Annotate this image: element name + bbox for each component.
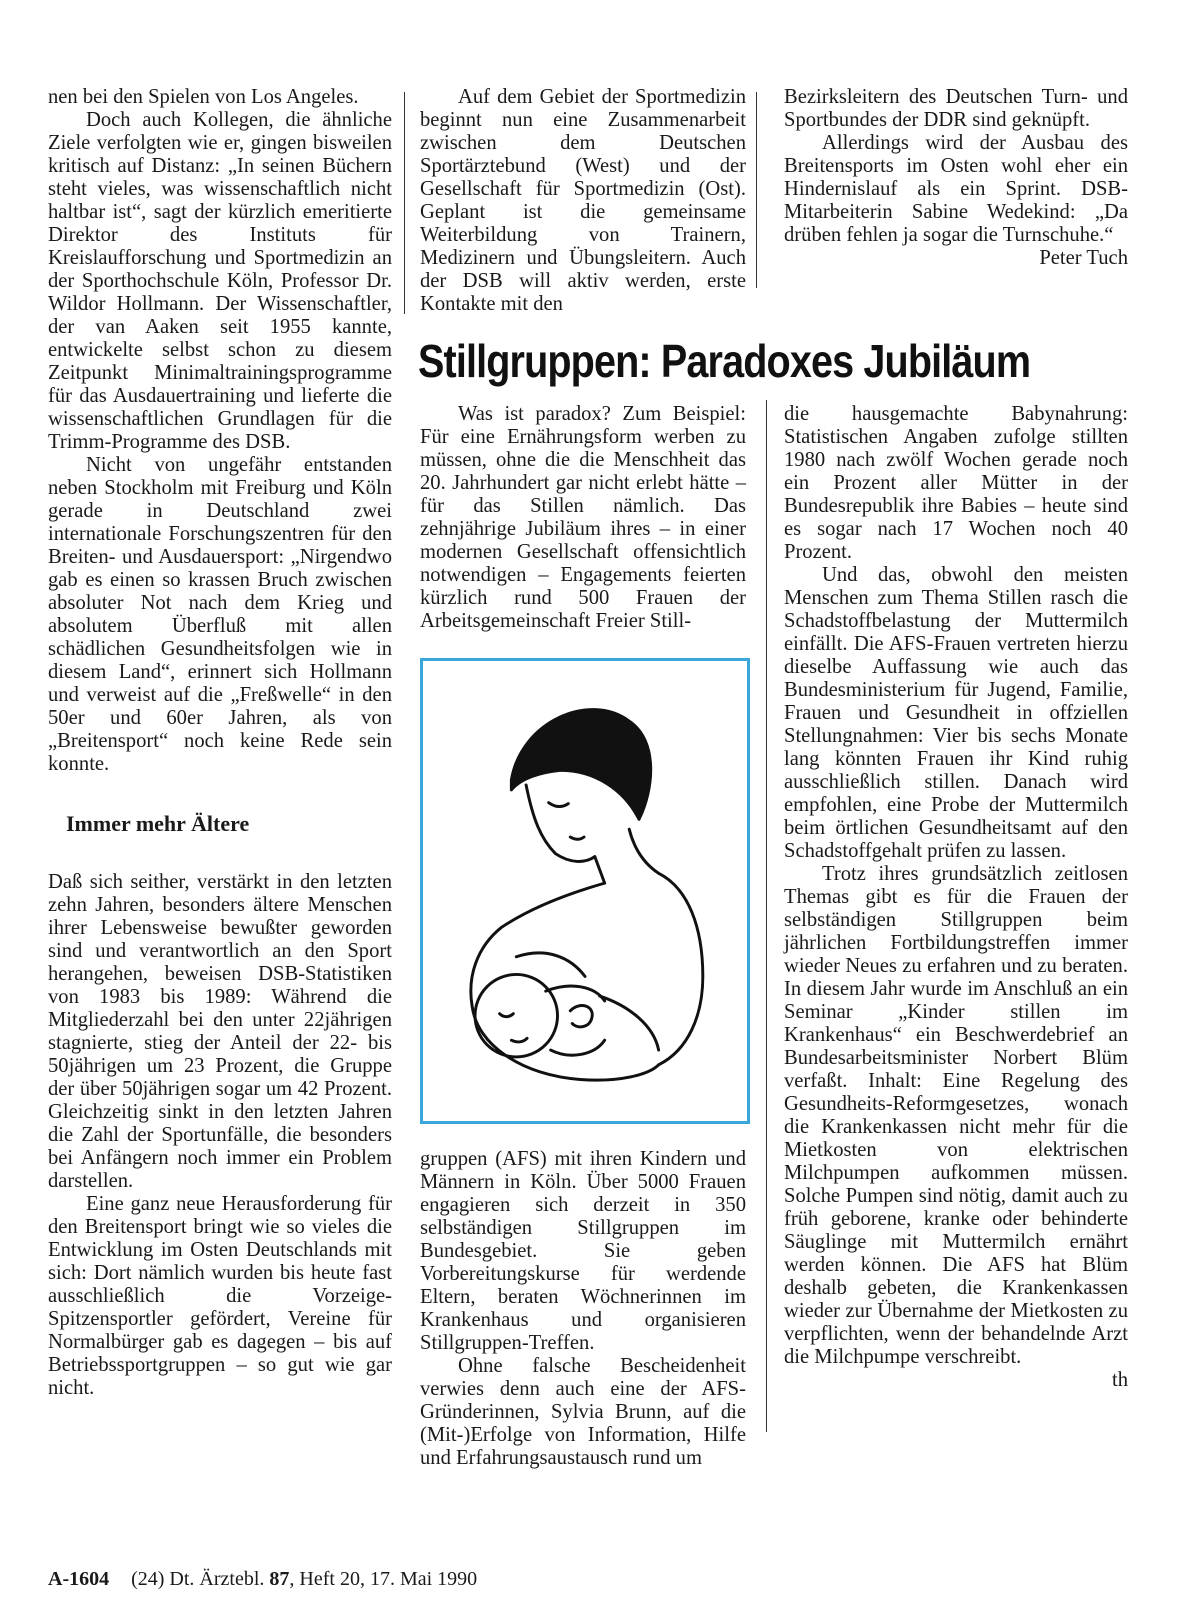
paragraph: Eine ganz neue Herausforderung für den Breitensport bringt wie so vieles die Entwicklung im Osten Deutschlands mit sich: Dort nämlich wurden bis heute fast ausschließlich die Vorzeige-Spitzensportler gefördert, Vereine für Normalbürger gab es dagegen – bis auf Betriebssportgruppen – so gut wie gar nicht. [48, 1193, 392, 1399]
mother-nursing-baby-icon [420, 658, 750, 1124]
page-footer [48, 1568, 477, 1591]
article-column-middle-continued [420, 1148, 746, 1470]
author: th [1111, 1369, 1128, 1391]
paragraph: Allerdings wird der Ausbau des Breitensports im Osten wohl eher ein Hindernislauf als ein Sprint. DSB-Mitarbeiterin Sabine Wedekind: „Da drüben fehlen ja sogar die Turnschuhe.“ [784, 132, 1128, 246]
paragraph: Daß sich seither, verstärkt in den letzten zehn Jahren, besonders ältere Menschen ihrer Lebensweise bewußter geworden sind und verantwortlich an den Sport herangehen, beweisen DSB-Statistiken von 1983 bis 1989: Während die Mitgliederzahl bei den unter 22jährigen stagnierte, stieg der Anteil der 22- bis 50jährigen um 23 Prozent, die Gruppe der über 50jährigen sogar um 42 Prozent. Gleichzeitig sinkt in den letzten Jahren die Zahl der Sportunfälle, die besonders bei Anfängern noch immer ein Problem darstellen. [48, 871, 392, 1192]
citation-prefix: (24) Dt. Ärztebl. [131, 1568, 265, 1590]
citation-volume: 87 [269, 1568, 290, 1590]
author: Peter Tuch [1039, 247, 1128, 269]
column-divider [756, 92, 757, 288]
byline [784, 247, 1128, 270]
column-divider [404, 92, 405, 314]
paragraph: Bezirksleitern des Deutschen Turn- und Sportbundes der DDR sind geknüpft. [784, 86, 1128, 131]
column-left [48, 86, 392, 1400]
citation-suffix: , Heft 20, 17. Mai 1990 [289, 1568, 478, 1590]
column-right-top [784, 86, 1128, 270]
paragraph: Trotz ihres grundsätzlich zeitlosen Themas gibt es für die Frauen der selbständigen Stillgruppen beim jährlichen Fortbildungstreffen immer wieder Neues zu erfahren und zu beraten. In diesem Jahr wurde im Anschluß an ein Seminar „Kinder stillen im Krankenhaus“ ein Beschwerdebrief an Bundesarbeitsminister Norbert Blüm verfaßt. Inhalt: Eine Regelung des Gesundheits-Reformgesetzes, wonach die Krankenkassen nicht mehr für die Mietkosten von elektrischen Milchpumpen aufkommen müssen. Solche Pumpen sind nötig, damit auch zu früh geborene, kranke oder behinderte Säuglinge mit Muttermilch ernährt werden können. Die AFS hat Blüm deshalb gebeten, die Krankenkassen wieder zur Übernahme der Mietkosten zu verpflichten, wenn der behandelnde Arzt die Milchpumpe verschreibt. [784, 863, 1128, 1368]
paragraph: Doch auch Kollegen, die ähnliche Ziele verfolgten wie er, gingen bisweilen kritisch auf Distanz: „In seinen Büchern steht vieles, was wissenschaftlich nicht haltbar ist“, sagt der kürzlich emeritierte Direktor des Instituts für Kreislaufforschung und Sportmedizin an der Sporthochschule Köln, Professor Dr. Wildor Hollmann. Der Wissenschaftler, der van Aaken seit 1955 kannte, entwickelte selbst schon zu diesem Zeitpunkt Minimaltrainingsprogramme für das Ausdauertraining und lieferte die wissenschaftlichen Grundlagen für die Trimm-Programme des DSB. [48, 109, 392, 453]
subheading-block [66, 812, 392, 835]
journal-citation [131, 1568, 477, 1590]
paragraph: Und das, obwohl den meisten Menschen zum Thema Stillen rasch die Schadstoffbelastung der Muttermilch einfällt. Die AFS-Frauen vertreten hierzu dieselbe Auffassung wie auch das Bundesministerium für Jugend, Familie, Frauen und Gesundheit in offziellen Stellungnahmen: Vier bis sechs Monate lang könnten Frauen ihr Kind ruhig ausschließlich stillen. Danach wird empfohlen, eine Probe der Muttermilch beim örtlichen Gesundheitsamt auf den Schadstoffgehalt prüfen zu lassen. [784, 564, 1128, 862]
subheading: Immer mehr Ältere [66, 811, 250, 836]
paragraph: nen bei den Spielen von Los Angeles. [48, 86, 359, 108]
paragraph: gruppen (AFS) mit ihren Kindern und Männern in Köln. Über 5000 Frauen engagieren sich derzeit in 350 selbständigen Stillgruppen im Bundesgebiet. Sie geben Vorbereitungskurse für werdende Eltern, beraten Wöchnerinnen im Krankenhaus und organisieren Stillgruppen-Treffen. [420, 1148, 746, 1354]
column-divider [766, 400, 767, 1432]
article-headline: Stillgruppen: Paradoxes Jubiläum [418, 335, 1031, 387]
column-middle-top [420, 86, 746, 316]
page-number: A-1604 [48, 1568, 110, 1590]
article-column-middle [420, 403, 746, 633]
paragraph: Nicht von ungefähr entstanden neben Stockholm mit Freiburg und Köln gerade in Deutschland zwei internationale Forschungszentren für den Breiten- und Ausdauersport: „Nirgendwo gab es einen so krassen Bruch zwischen absoluter Not nach dem Krieg und absolutem Überfluß mit allen schädlichen Gesundheitsfolgen wie in diesem Land“, erinnert sich Hollmann und verweist auf die „Freßwelle“ in den 50er und 60er Jahren, als von „Breitensport“ noch keine Rede sein konnte. [48, 454, 392, 775]
paragraph: die hausgemachte Babynahrung: Statistischen Angaben zufolge stillten 1980 nach zwölf Wochen gerade noch ein Prozent aller Mütter in der Bundesrepublik ihre Babies – heute sind es sogar nach 17 Wochen noch 40 Prozent. [784, 403, 1128, 563]
paragraph: Was ist paradox? Zum Beispiel: Für eine Ernährungsform werben zu müssen, ohne die die Menschheit das 20. Jahrhundert gar nicht erlebt hätte – für das Stillen nämlich. Das zehnjährige Jubiläum ihres – in einer modernen Gesellschaft offensichtlich notwendigen – Engagements feierten kürzlich rund 500 Frauen der Arbeitsgemeinschaft Freier Still- [420, 403, 746, 632]
paragraph: Ohne falsche Bescheidenheit verwies denn auch eine der AFS-Gründerinnen, Sylvia Brunn, auf die (Mit-)Erfolge von Information, Hilfe und Erfahrungsaustausch rund um [420, 1355, 746, 1469]
article-column-right [784, 403, 1128, 1392]
byline [784, 1369, 1128, 1392]
paragraph: Auf dem Gebiet der Sportmedizin beginnt nun eine Zusammenarbeit zwischen dem Deutschen Sportärztebund (West) und der Gesellschaft für Sportmedizin (Ost). Geplant ist die gemeinsame Weiterbildung von Trainern, Medizinern und Übungsleitern. Auch der DSB will aktiv werden, erste Kontakte mit den [420, 86, 746, 315]
